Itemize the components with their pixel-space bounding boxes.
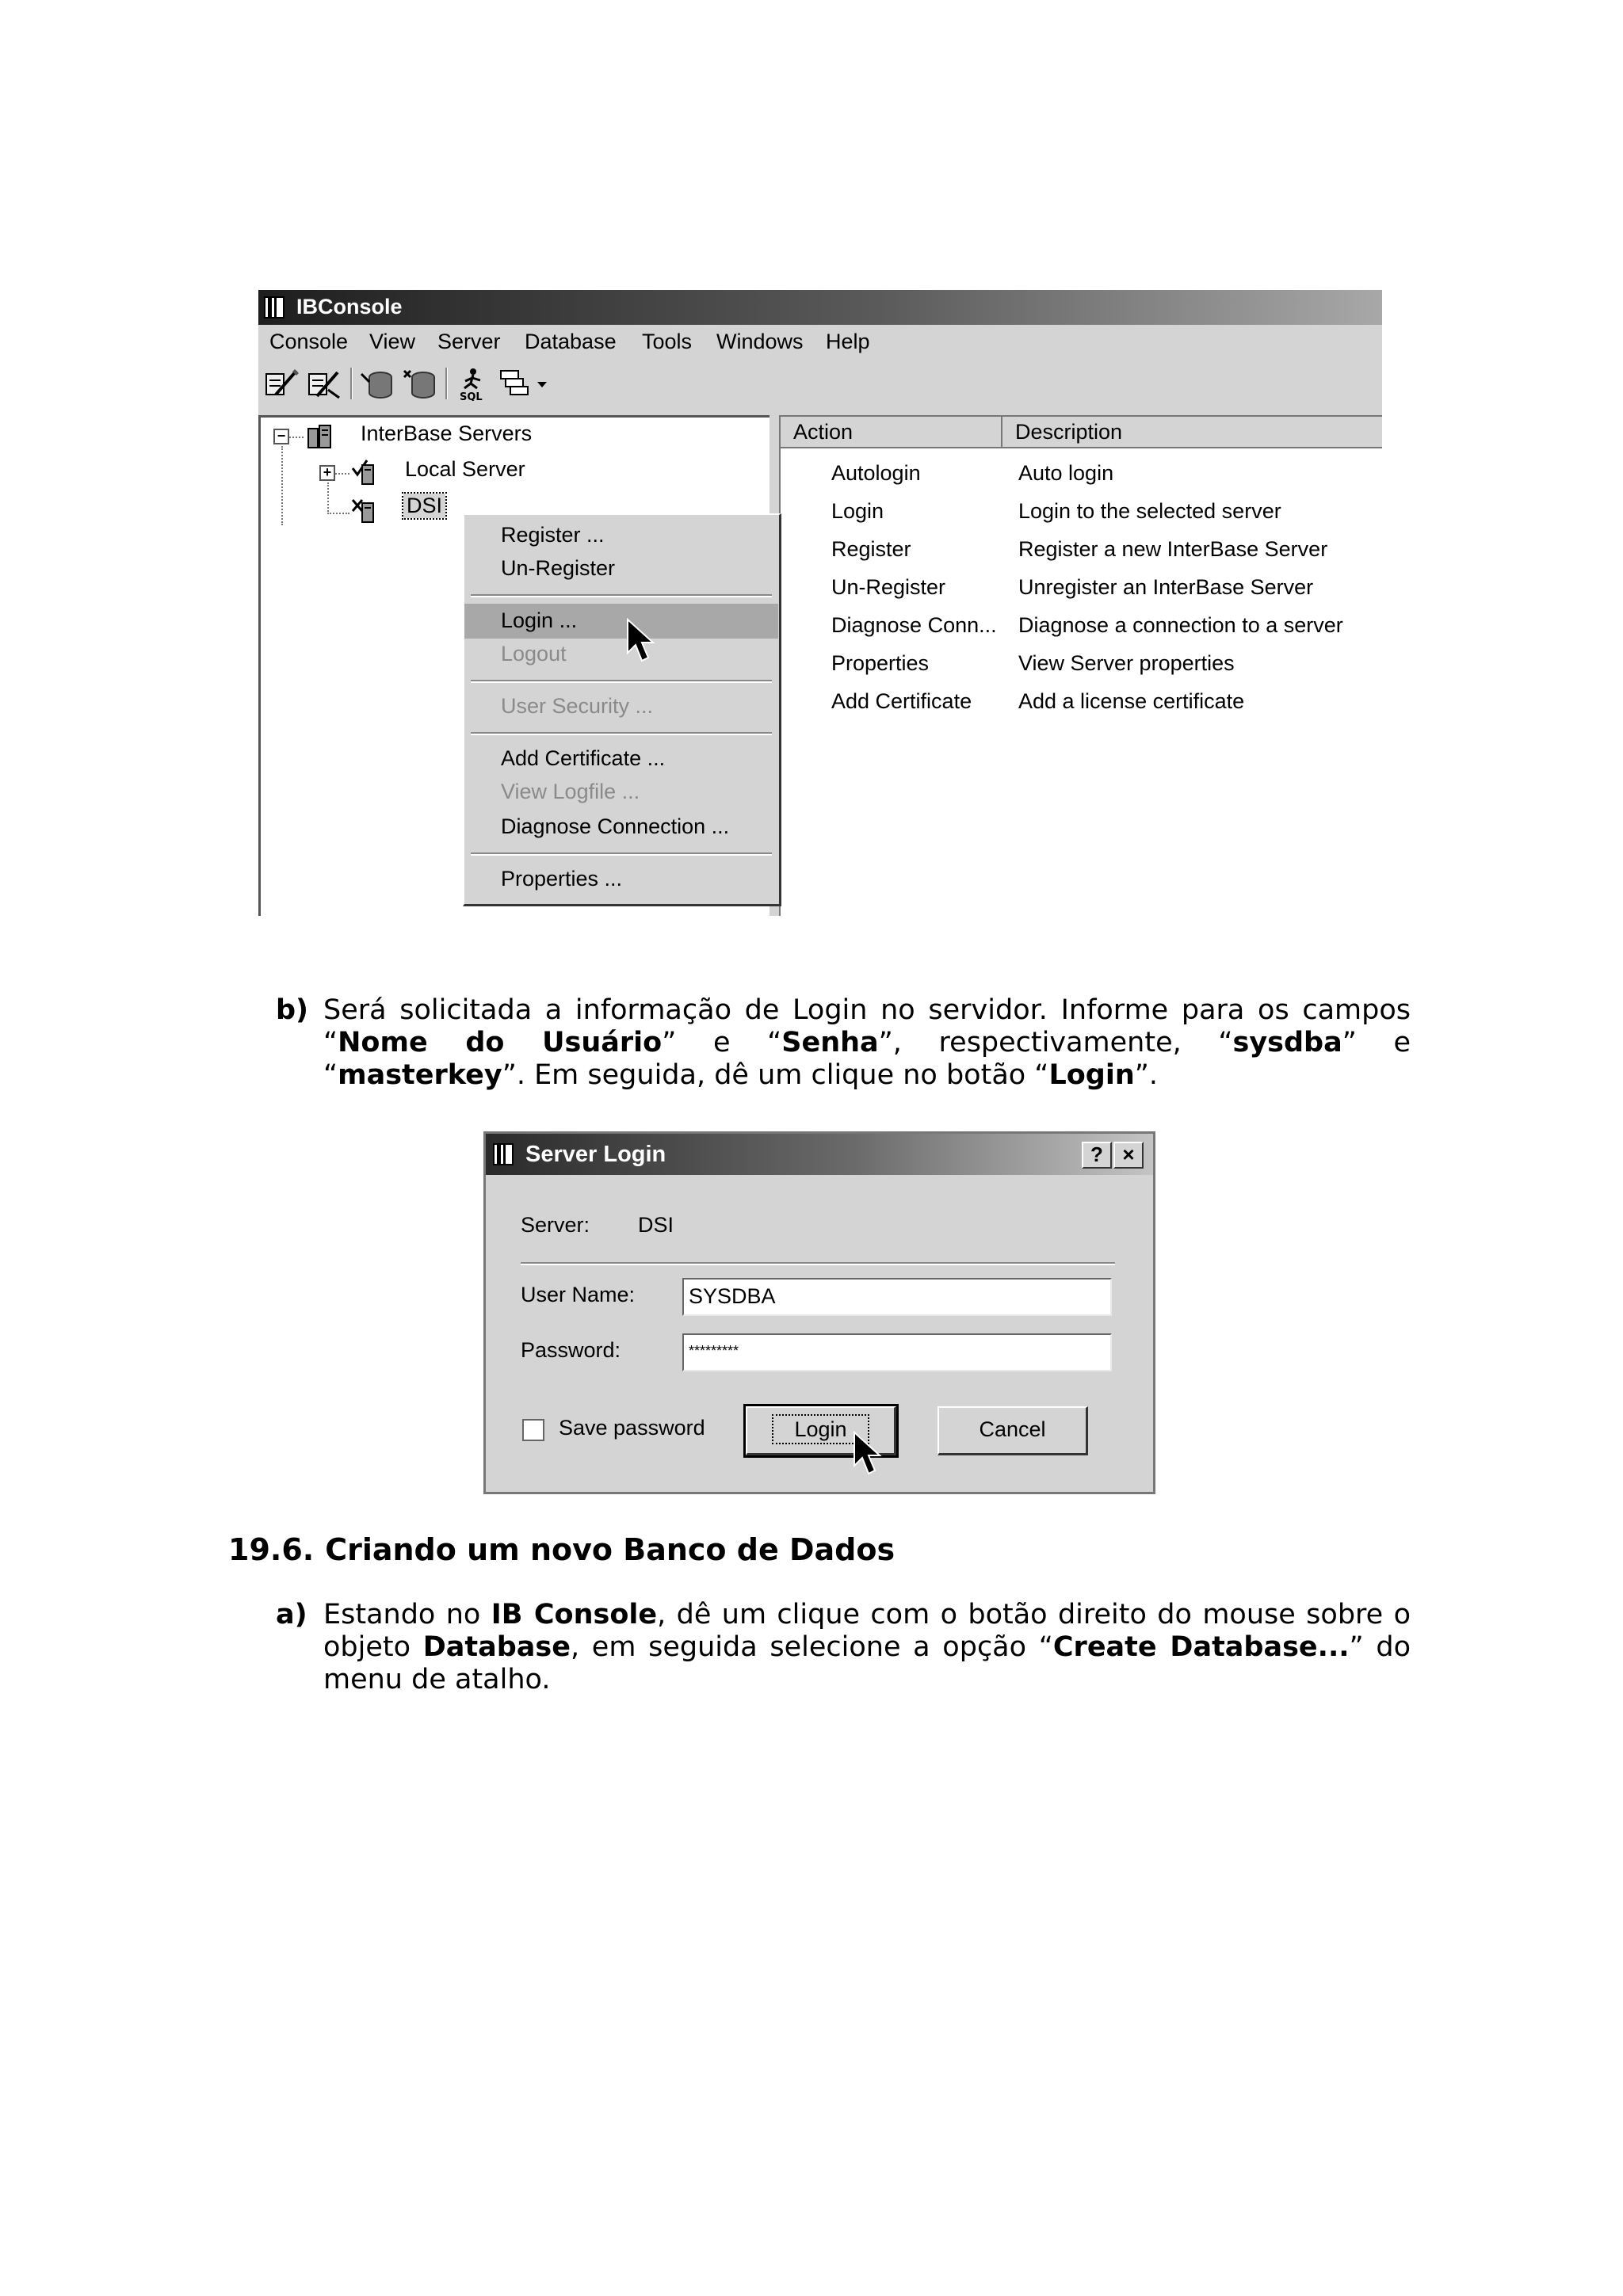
menu-separator — [471, 680, 772, 683]
menu-item-label: Login ... — [501, 608, 578, 632]
menu-bar — [258, 325, 1382, 360]
menu-item-label: Diagnose Connection ... — [501, 814, 730, 838]
dropdown-arrow-icon[interactable] — [534, 366, 552, 401]
tree-line — [289, 437, 304, 438]
action-name: Diagnose Conn... — [831, 613, 997, 637]
column-header-description[interactable]: Description — [1002, 417, 1382, 448]
action-name: Add Certificate — [831, 689, 972, 713]
menu-console[interactable]: Console — [269, 330, 349, 353]
action-row[interactable] — [781, 493, 1382, 531]
toolbar-separator — [445, 368, 448, 399]
menu-windows[interactable]: Windows — [716, 330, 804, 353]
action-row[interactable] — [781, 645, 1382, 683]
login-button-label: Login — [773, 1416, 867, 1443]
windows-list-icon[interactable] — [496, 366, 536, 401]
step-a-text: , em seguida selecione a opção “ — [570, 1631, 1053, 1663]
menu-item-label: User Security ... — [501, 694, 654, 718]
menu-item-register[interactable] — [464, 518, 778, 553]
menu-item-user-security — [464, 689, 778, 724]
action-description: Register a new InterBase Server — [1018, 537, 1328, 561]
menu-item-properties[interactable] — [464, 862, 778, 897]
menu-tools[interactable]: Tools — [642, 330, 693, 353]
ibconsole-titlebar[interactable] — [258, 290, 1382, 325]
unregister-server-icon[interactable] — [304, 366, 344, 401]
tree-line — [335, 473, 349, 475]
menu-item-label: Logout — [501, 642, 567, 666]
step-b-text: Será solicitada a informação de Login no servidor. Informe para os campos “ — [323, 994, 1411, 1058]
field-name-password: Senha — [781, 1027, 879, 1058]
section-number: 19.6. — [228, 1532, 315, 1567]
menu-item-label: View Logfile ... — [501, 780, 640, 803]
menu-view[interactable]: View — [369, 330, 416, 353]
tree-node-dsi[interactable]: DSI — [403, 494, 445, 518]
menu-server[interactable]: Server — [437, 330, 501, 353]
step-a-text: , dê um clique com o botão direito do mouse sobre o objeto — [323, 1599, 1411, 1663]
action-name: Un-Register — [831, 575, 946, 599]
action-row[interactable] — [781, 683, 1382, 721]
help-button[interactable]: ? — [1082, 1142, 1112, 1169]
window-title: IBConsole — [296, 295, 403, 318]
action-description: Unregister an InterBase Server — [1018, 575, 1314, 599]
step-b-text: ” e “ — [662, 1027, 782, 1058]
menu-item-unregister[interactable] — [464, 551, 778, 586]
step-a-text: ” do menu de atalho. — [323, 1631, 1411, 1695]
server-context-menu — [463, 513, 781, 906]
menu-item-login[interactable] — [464, 604, 778, 639]
servers-icon — [305, 422, 334, 451]
step-b-text: ”, respectivamente, “ — [878, 1027, 1233, 1058]
menu-item-diagnose-connection[interactable] — [464, 810, 778, 845]
server-login-dialog — [483, 1131, 1155, 1494]
password-input[interactable]: ********* — [682, 1333, 1112, 1371]
action-description: Login to the selected server — [1018, 499, 1281, 523]
menu-separator — [471, 594, 772, 597]
value-masterkey: masterkey — [338, 1059, 502, 1091]
action-description: Auto login — [1018, 461, 1114, 485]
value-sysdba: sysdba — [1232, 1027, 1342, 1058]
password-label: Password: — [521, 1338, 621, 1362]
server-label: Server: — [521, 1213, 590, 1237]
action-name: Login — [831, 499, 884, 523]
action-description: View Server properties — [1018, 651, 1235, 675]
collapse-icon[interactable]: − — [273, 429, 289, 444]
action-row[interactable] — [781, 607, 1382, 645]
cancel-button[interactable] — [938, 1406, 1088, 1455]
step-b-paragraph — [323, 994, 1411, 1092]
tree-line — [327, 513, 349, 514]
interbase-app-icon — [263, 295, 287, 320]
menu-help[interactable]: Help — [826, 330, 870, 353]
action-name: Properties — [831, 651, 930, 675]
term-create-database: Create Database... — [1052, 1631, 1350, 1663]
menu-item-label: Un-Register — [501, 556, 616, 580]
menu-item-logout — [464, 637, 778, 672]
menu-item-label: Register ... — [501, 523, 605, 547]
disconnect-database-icon[interactable] — [401, 366, 441, 401]
disconnected-server-icon — [349, 495, 378, 524]
action-row[interactable] — [781, 531, 1382, 569]
register-server-icon[interactable] — [262, 366, 301, 401]
step-b-text: ”. — [1134, 1059, 1159, 1091]
save-password-checkbox[interactable] — [522, 1419, 544, 1441]
dialog-titlebar[interactable] — [486, 1134, 1153, 1175]
tree-node-local-server[interactable]: Local Server — [405, 457, 525, 481]
sql-icon[interactable] — [453, 366, 493, 401]
dialog-title: Server Login — [525, 1142, 666, 1167]
step-b-text: ”. Em seguida, dê um clique no botão “ — [502, 1059, 1049, 1091]
column-header-action[interactable]: Action — [781, 417, 1002, 448]
action-description: Add a license certificate — [1018, 689, 1245, 713]
action-row[interactable] — [781, 569, 1382, 607]
local-server-icon — [349, 457, 378, 486]
tree-line — [281, 446, 283, 525]
expand-icon[interactable]: + — [319, 465, 335, 481]
action-name: Autologin — [831, 461, 921, 485]
step-b-marker: b) — [276, 994, 309, 1026]
action-name: Register — [831, 537, 911, 561]
action-row[interactable] — [781, 455, 1382, 493]
toolbar — [258, 361, 1382, 406]
field-name-user: Nome do Usuário — [338, 1027, 663, 1058]
menu-item-view-logfile — [464, 775, 778, 810]
menu-item-add-certificate[interactable] — [464, 742, 778, 776]
term-database: Database — [422, 1631, 571, 1663]
mouse-pointer-icon — [626, 618, 658, 666]
step-a-paragraph — [323, 1599, 1411, 1696]
menu-separator — [471, 852, 772, 856]
menu-separator — [471, 732, 772, 735]
menu-database[interactable]: Database — [525, 330, 617, 353]
cancel-button-label: Cancel — [979, 1417, 1046, 1441]
tree-line — [327, 482, 329, 514]
section-heading — [228, 1532, 906, 1567]
save-password-label: Save password — [559, 1416, 705, 1440]
dialog-divider — [521, 1262, 1115, 1265]
sql-icon-label: SQL — [460, 391, 483, 401]
menu-item-label: Properties ... — [501, 867, 623, 891]
connect-database-icon[interactable] — [358, 366, 398, 401]
action-description: Diagnose a connection to a server — [1018, 613, 1343, 637]
tree-node-interbase-servers[interactable]: InterBase Servers — [361, 421, 533, 445]
step-a-text: Estando no — [323, 1599, 491, 1630]
step-a-marker: a) — [276, 1599, 307, 1630]
menu-item-label: Add Certificate ... — [501, 746, 666, 770]
user-name-label: User Name: — [521, 1283, 636, 1306]
interbase-app-icon — [492, 1142, 516, 1167]
close-button[interactable]: × — [1113, 1142, 1144, 1169]
user-name-input[interactable]: SYSDBA — [682, 1278, 1112, 1316]
term-ib-console: IB Console — [491, 1599, 658, 1630]
action-list — [779, 415, 1382, 916]
toolbar-separator — [350, 368, 353, 399]
mouse-pointer-icon — [853, 1431, 884, 1478]
server-value: DSI — [638, 1213, 674, 1237]
ibconsole-window — [258, 290, 1382, 916]
step-b-text: ” e “ — [323, 1027, 1411, 1091]
button-name-login: Login — [1048, 1059, 1135, 1091]
section-title: Criando um novo Banco de Dados — [325, 1532, 896, 1567]
